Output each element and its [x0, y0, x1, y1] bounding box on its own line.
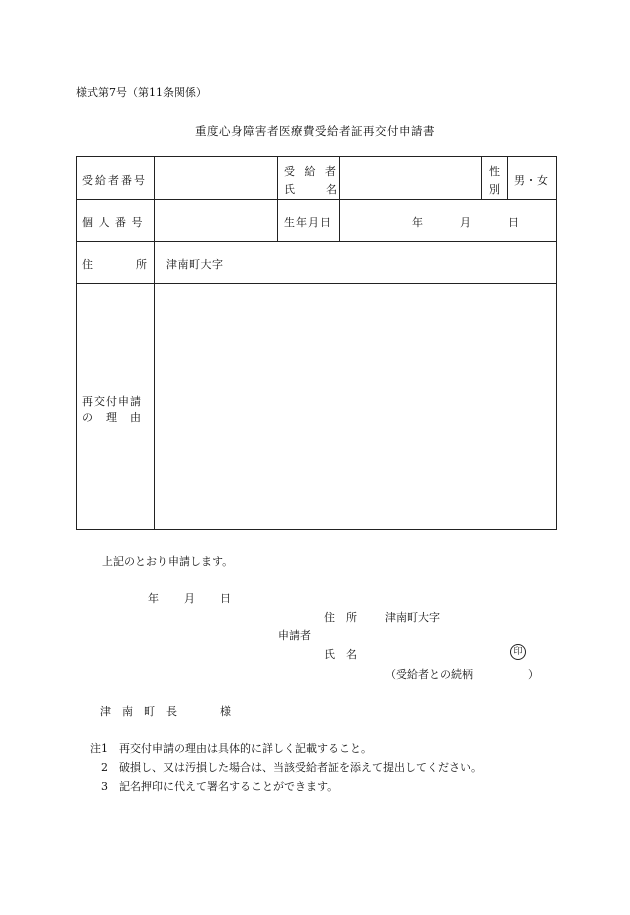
table-rule	[76, 283, 557, 284]
applicant-address-prefill[interactable]: 津南町大字	[385, 611, 440, 624]
recipient-number-label: 受給者番号	[82, 174, 147, 187]
table-rule	[339, 156, 340, 242]
table-border-top	[76, 156, 557, 157]
date-month-label: 月	[184, 592, 195, 605]
birthdate-label: 生年月日	[284, 216, 332, 229]
applicant-address-label: 住 所	[324, 611, 357, 624]
table-rule	[76, 199, 557, 200]
reason-label-line2: の 理 由	[82, 411, 142, 424]
applicant-label: 申請者	[278, 629, 311, 642]
table-rule	[507, 156, 508, 200]
recipient-name-label-line2: 氏 名	[284, 183, 340, 196]
addressee-mayor: 津 南 町 長	[100, 705, 177, 718]
table-rule	[481, 156, 482, 200]
table-rule	[277, 156, 278, 242]
seal-mark: 印	[510, 644, 526, 660]
table-border-right	[556, 156, 557, 530]
personal-number-label: 個 人 番 号	[82, 216, 144, 229]
gender-options[interactable]: 男・女	[514, 174, 549, 187]
birthdate-day-label: 日	[508, 216, 520, 229]
reason-label-line1: 再交付申請	[82, 395, 142, 408]
addressee-honorific: 様	[220, 705, 231, 718]
gender-label-line1: 性	[489, 165, 501, 178]
applicant-name-label: 氏 名	[324, 648, 357, 661]
note-item: 3 記名押印に代えて署名することができます。	[90, 780, 339, 793]
personal-number-field[interactable]	[158, 201, 276, 240]
table-border-left	[76, 156, 77, 530]
recipient-number-field[interactable]	[158, 158, 276, 198]
table-label-divider	[154, 156, 155, 530]
date-year-label: 年	[148, 592, 159, 605]
note-item: 2 破損し、又は汚損した場合は、当該受給者証を添えて提出してください。	[90, 761, 482, 774]
address-prefill[interactable]: 津南町大字	[166, 258, 224, 271]
note-item: 注1 再交付申請の理由は具体的に詳しく記載すること。	[90, 742, 372, 755]
form-number: 様式第7号（第11条関係）	[76, 86, 207, 99]
gender-label-line2: 別	[489, 183, 501, 196]
date-day-label: 日	[220, 592, 231, 605]
birthdate-month-label: 月	[460, 216, 472, 229]
relationship-field: （受給者との続柄 ）	[385, 668, 539, 681]
address-label-second: 所	[136, 258, 148, 271]
table-rule	[76, 241, 557, 242]
recipient-name-field[interactable]	[342, 158, 479, 198]
table-border-bottom	[76, 529, 557, 530]
recipient-name-label-line1: 受 給 者	[284, 165, 339, 178]
document-title: 重度心身障害者医療費受給者証再交付申請書	[195, 124, 435, 138]
birthdate-year-label: 年	[412, 216, 424, 229]
declaration-statement: 上記のとおり申請します。	[102, 555, 234, 568]
reason-field[interactable]	[158, 286, 554, 526]
address-label-first: 住	[82, 258, 94, 271]
